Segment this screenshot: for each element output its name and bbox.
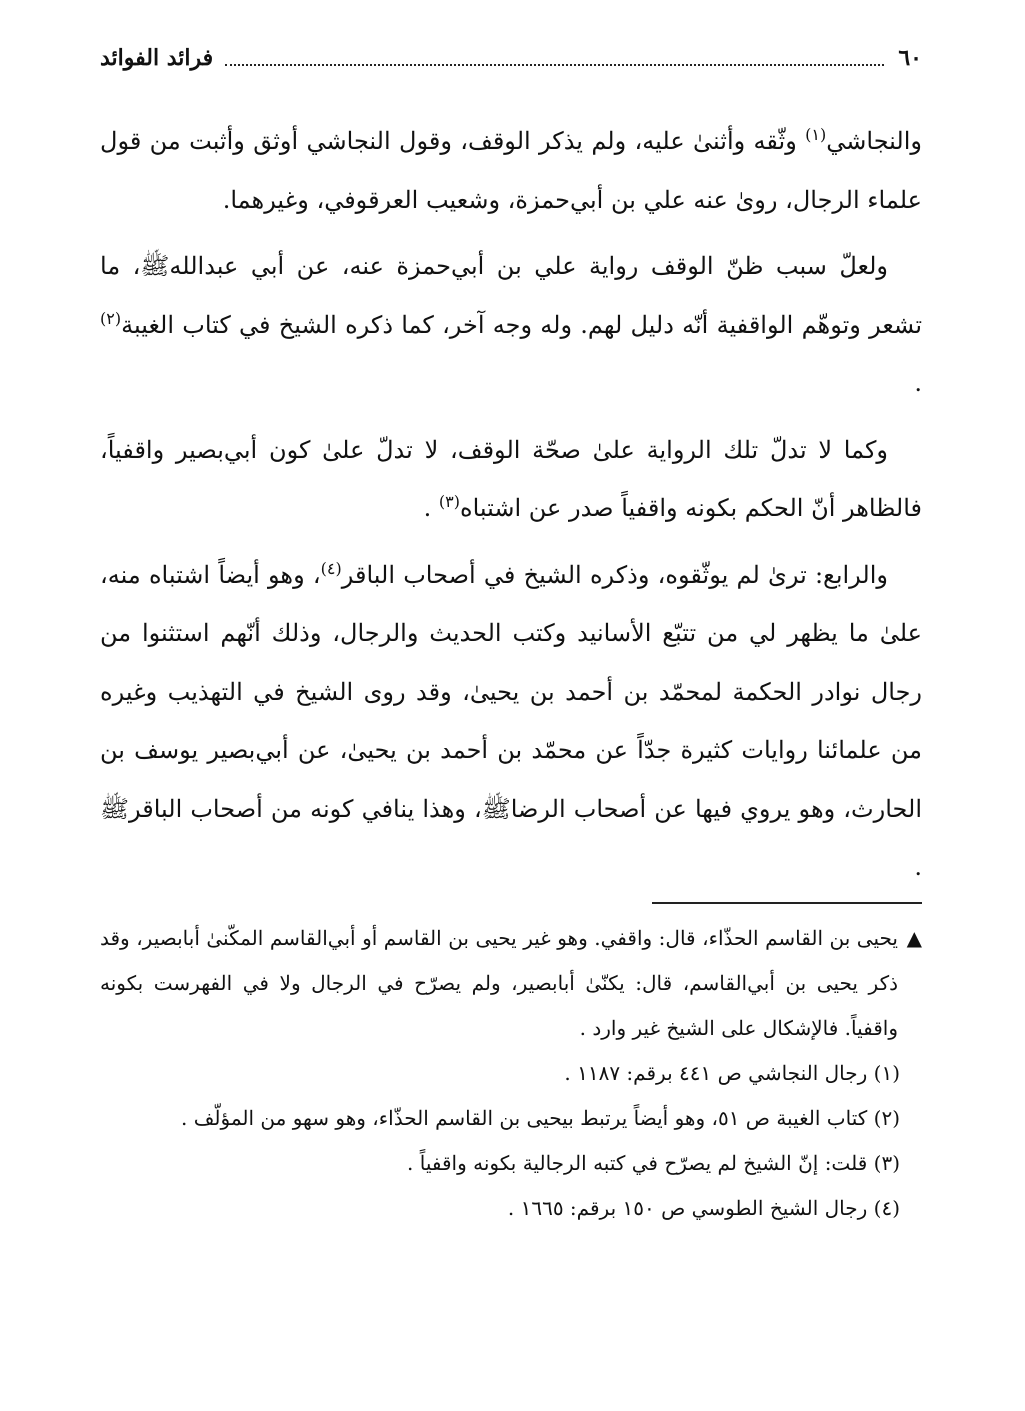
footnote-text: قلت: إنّ الشيخ لم يصرّح في كتبه الرجالية بكونه واقفياً . — [407, 1151, 868, 1175]
footnote-text: رجال النجاشي ص ٤٤١ برقم: ١١٨٧ . — [564, 1061, 868, 1085]
footnote-2 — [100, 1096, 922, 1141]
page-number: ٦٠ — [898, 45, 922, 71]
footnote-4 — [100, 1186, 922, 1231]
footnote-number: (٢) — [873, 1106, 900, 1130]
main-text — [100, 112, 922, 905]
continuation-marker-icon: ▲ — [906, 926, 922, 950]
footnote-continuation — [100, 916, 922, 1051]
footnote-ref-3: (٣) — [438, 492, 460, 511]
book-title: فرائد الفوائد — [100, 45, 214, 71]
paragraph-text: والنجاشي — [826, 127, 922, 155]
footnote-3 — [100, 1141, 922, 1186]
paragraph-text: وكما لا تدلّ تلك الرواية علىٰ صحّة الوقف، لا تدلّ علىٰ كون أبي‌بصير واقفياً، فالظاهر أنّ الحكم بكونه واقفياً صدر عن اشتباه — [100, 435, 922, 522]
footnote-continuation-text: يحيى بن القاسم الحذّاء، قال: واقفي. وهو غير يحيى بن القاسم أو أبي‌القاسم المكّنىٰ أبابصير، وقد ذكر يحيى بن أبي‌القاسم، قال: يكنّىٰ أبابصير، ولم يصرّح في الرجال ولا في الفهرست بكونه واقفياً. فالإشكال على الشيخ غير وارد . — [100, 926, 898, 1040]
paragraph-2 — [100, 237, 922, 413]
header-dot-leader — [225, 50, 884, 66]
footnote-ref-2: (٢) — [100, 308, 122, 328]
paragraph-text: . — [423, 494, 439, 522]
footnote-number: (١) — [873, 1061, 900, 1085]
footnote-text: رجال الشيخ الطوسي ص ١٥٠ برقم: ١٦٦٥ . — [507, 1196, 868, 1220]
footnote-ref-1: (١) — [805, 125, 827, 144]
footnote-text: كتاب الغيبة ص ٥١، وهو أيضاً يرتبط بيحيى بن القاسم الحذّاء، وهو سهو من المؤلّف . — [181, 1106, 868, 1130]
footnote-ref-4: (٤) — [320, 558, 342, 578]
footnotes — [100, 916, 922, 1231]
paragraph-4 — [100, 546, 922, 897]
paragraph-text: وثّقه وأثنىٰ عليه، ولم يذكر الوقف، وقول النجاشي أوثق وأثبت من قول علماء الرجال، روىٰ عنه علي بن أبي‌حمزة، وشعيب العرقوفي، وغيرهما. — [100, 127, 922, 214]
paragraph-text: . — [914, 369, 922, 397]
book-page — [100, 0, 922, 1411]
paragraph-1 — [100, 112, 922, 229]
paragraph-3 — [100, 421, 922, 538]
paragraph-text: ولعلّ سبب ظنّ الوقف رواية علي بن أبي‌حمزة عنه، عن أبي عبدالله‌ﷺ، ما تشعر وتوهّم الواقفية أنّه دليل لهم. وله وجه آخر، كما ذكره الشيخ في كتاب الغيبة — [100, 252, 922, 339]
footnote-number: (٣) — [873, 1151, 900, 1175]
paragraph-text: ، وهو أيضاً اشتباه منه، علىٰ ما يظهر لي من تتبّع الأسانيد وكتب الحديث والرجال، وذلك أنّهم استثنوا من رجال نوادر الحكمة لمحمّد بن أحمد بن يحيىٰ، وقد روى الشيخ في التهذيب وغيره من علمائنا روايات كثيرة جدّاً عن محمّد بن أحمد بن يحيىٰ، عن أبي‌بصير يوسف بن الحارث، وهو يروي فيها عن أصحاب الرضاﷺ، وهذا ينافي كونه من أصحاب الباقرﷺ . — [100, 560, 923, 881]
running-header — [100, 38, 922, 78]
footnote-number: (٤) — [873, 1196, 900, 1220]
paragraph-text: والرابع: ترىٰ لم يوثّقوه، وذكره الشيخ في أصحاب الباقر — [341, 560, 888, 589]
footnote-separator — [652, 902, 922, 904]
footnote-1 — [100, 1051, 922, 1096]
